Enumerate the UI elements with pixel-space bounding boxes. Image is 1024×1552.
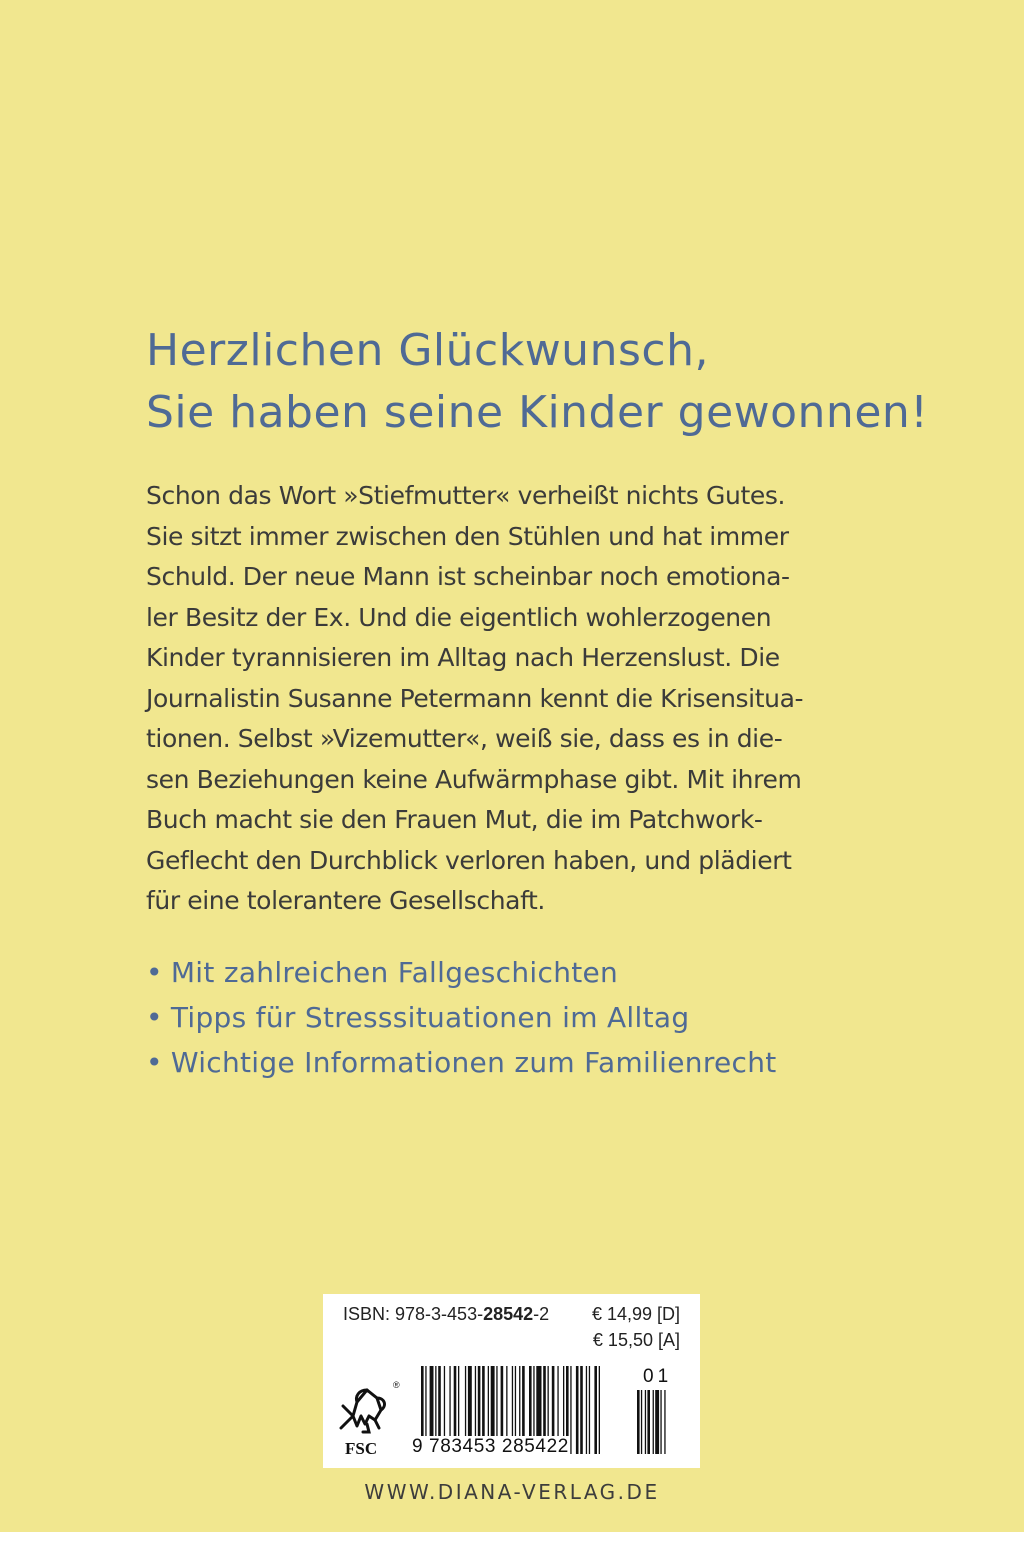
addon-barcode — [637, 1390, 679, 1454]
addon-bar — [653, 1390, 654, 1454]
addon-bar — [655, 1390, 659, 1454]
barcode-bar — [570, 1366, 571, 1454]
blurb-line: tionen. Selbst »Vizemutter«, weiß sie, dass es in die- — [146, 724, 783, 753]
blurb-line: Schuld. Der neue Mann ist scheinbar noch emotiona- — [146, 562, 790, 591]
blurb-line: Geflecht den Durchblick verloren haben, und plädiert — [146, 845, 792, 875]
blurb-text — [146, 476, 803, 922]
feature-item — [146, 950, 777, 995]
barcode-bar — [594, 1366, 597, 1454]
isbn-title-number: 28542 — [483, 1304, 534, 1324]
isbn-check-digit: -2 — [533, 1304, 550, 1324]
price-germany: € 14,99 [D] — [591, 1304, 680, 1324]
bullet-icon: • — [146, 1001, 163, 1034]
bullet-icon: • — [146, 956, 163, 989]
addon-bar — [637, 1390, 640, 1454]
headline-line: Herzlichen Glückwunsch, — [146, 325, 709, 376]
barcode-digits: 9 783453 285422 — [412, 1436, 569, 1457]
fsc-registered: ® — [393, 1380, 400, 1390]
isbn-prefix: ISBN: 978-3-453- — [343, 1304, 484, 1324]
blurb-line: Schon das Wort »Stiefmutter« verheißt nichts Gutes. — [146, 481, 785, 510]
addon-bar — [664, 1390, 665, 1454]
feature-item — [146, 995, 777, 1040]
barcode-bar — [586, 1366, 587, 1454]
addon-bar — [641, 1390, 642, 1454]
barcode-bar — [580, 1366, 583, 1454]
blurb-line: ler Besitz der Ex. Und die eigentlich wohlerzogenen — [146, 602, 772, 632]
blurb-line: Journalistin Susanne Petermann kennt die Krisensitua- — [146, 683, 804, 713]
fsc-tree-logo-icon — [331, 1376, 403, 1458]
barcode-bar — [576, 1366, 579, 1454]
bullet-icon: • — [146, 1046, 163, 1079]
barcode-bar — [589, 1366, 590, 1454]
feature-label: Mit zahlreichen Fallgeschichten — [170, 956, 619, 989]
blurb-line: sen Beziehungen keine Aufwärmphase gibt. Mit ihrem — [146, 764, 802, 794]
feature-label: Wichtige Informationen zum Familienrecht — [170, 1046, 777, 1079]
barcode-label — [323, 1294, 700, 1468]
price-austria: € 15,50 [A] — [592, 1330, 680, 1350]
headline-line: Sie haben seine Kinder gewonnen! — [146, 387, 929, 438]
blurb-line: Buch macht sie den Frauen Mut, die im Patchwork- — [146, 805, 763, 834]
headline — [146, 320, 928, 444]
addon-digits: 01 — [643, 1366, 673, 1387]
blurb-line: Sie sitzt immer zwischen den Stühlen und hat immer — [146, 521, 789, 551]
blurb-line: Kinder tyrannisieren im Alltag nach Herzenslust. Die — [146, 643, 780, 672]
addon-bar — [660, 1390, 661, 1454]
isbn-number — [343, 1304, 549, 1325]
blurb-line: für eine tolerantere Gesellschaft. — [146, 886, 545, 915]
addon-bar — [647, 1390, 650, 1454]
feature-list — [146, 950, 777, 1085]
feature-label: Tipps für Stresssituationen im Alltag — [170, 1001, 690, 1034]
fsc-text: FSC — [345, 1439, 378, 1458]
publisher-website: WWW.DIANA-VERLAG.DE — [364, 1480, 660, 1504]
barcode-bar — [599, 1366, 600, 1454]
addon-bar — [645, 1390, 646, 1454]
feature-item — [146, 1040, 777, 1085]
